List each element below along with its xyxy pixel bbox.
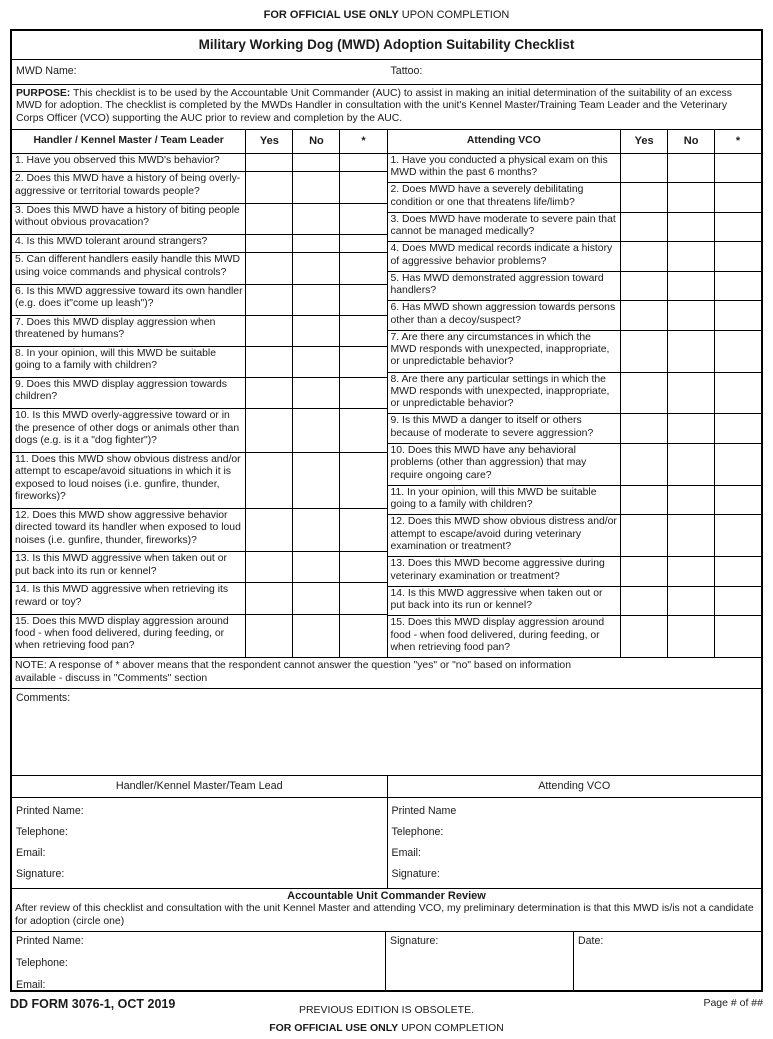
classification-rest-text: UPON COMPLETION [401,9,510,21]
yes-answer-cell[interactable] [245,378,292,408]
yes-answer-cell[interactable] [620,272,667,301]
star-answer-cell[interactable] [339,172,386,202]
signature-field-line[interactable] [16,847,383,868]
signature-field-line[interactable] [16,805,383,826]
star-answer-cell[interactable] [339,253,386,283]
question-row [12,253,387,284]
yes-answer-cell[interactable] [620,154,667,183]
question-text: 2. Does this MWD have a history of being overly-aggressive or territorial towards people? [15,173,241,197]
yes-answer-cell[interactable] [245,172,292,202]
purpose-paragraph [12,85,761,130]
comments-label: Comments: [16,692,71,705]
star-answer-cell[interactable] [714,616,761,657]
vco-signature-header: Attending VCO [387,776,762,797]
field-label: Printed Name: [16,935,84,948]
classification-bold-text: FOR OFFICIAL USE ONLY [269,1022,399,1035]
auc-review-text-line-2: for adoption (circle one) [15,916,125,928]
question-text: 11. Does this MWD show obvious distress and/or attempt to escape/avoid situations in which it is exposed to loud noises (i.e. gunfire, thunder, fireworks)? [15,453,241,502]
no-answer-cell[interactable] [667,515,714,556]
no-answer-cell[interactable] [667,301,714,330]
field-label: Telephone: [391,826,444,839]
field-label: Signature: [16,868,65,881]
star-answer-cell[interactable] [714,272,761,301]
purpose-text: This checklist is to be used by the Accountable Unit Commander (AUC) to assist in making an initial determination of the suitability of an excess MWD for adoption. The checklist is completed by the MWDs Handler in consultation with the unit's Kennel Master/Training Team Leader and the Veterinary Corps Officer (VCO) supporting the AUC prior to review and completion by the AUC. [16,88,732,124]
star-answer-cell[interactable] [339,583,386,613]
no-answer-cell[interactable] [667,414,714,443]
question-text: 11. In your opinion, will this MWD be suitable going to a family with children? [390,486,597,511]
question-row [388,183,762,213]
question-row [388,331,762,373]
question-row [388,486,762,516]
no-answer-cell[interactable] [292,253,339,283]
question-row [388,213,762,243]
auc-review-text [12,902,761,928]
yes-answer-cell[interactable] [245,253,292,283]
star-answer-cell[interactable] [714,444,761,485]
no-answer-cell[interactable] [292,552,339,582]
no-answer-cell[interactable] [667,213,714,242]
question-row [12,235,387,254]
no-answer-cell[interactable] [292,347,339,377]
page-number: Page # of ## [703,997,763,1010]
yes-answer-cell[interactable] [245,615,292,658]
yes-answer-cell[interactable] [245,235,292,253]
no-answer-cell[interactable] [292,509,339,552]
no-column-header: No [667,130,714,152]
mwd-name-label: MWD Name: [16,65,77,77]
field-label: Signature: [391,868,440,881]
auc-field-line[interactable] [16,957,381,979]
note-paragraph [12,658,761,689]
question-row [388,515,762,557]
yes-answer-cell[interactable] [620,301,667,330]
yes-answer-cell[interactable] [245,453,292,508]
note-line-1: NOTE: A response of * abover means that the respondent cannot answer the question "yes" or "no" based on information [15,660,571,672]
question-text: 6. Has MWD shown aggression towards persons other than a decoy/suspect? [390,302,616,326]
signature-section-header [12,776,761,798]
auc-signature-field[interactable] [385,932,573,990]
no-answer-cell[interactable] [667,444,714,485]
handler-question-rows [12,154,387,659]
yes-answer-cell[interactable] [620,183,667,212]
vco-signature-fields [387,798,762,888]
question-text: 8. In your opinion, will this MWD be suitable going to a family with children? [15,347,216,372]
handler-signature-fields [12,798,387,888]
star-column-header: * [714,130,761,152]
handler-column-header: Handler / Kennel Master / Team Leader [33,135,224,147]
star-answer-cell[interactable] [339,285,386,315]
no-answer-cell[interactable] [292,378,339,408]
question-row [12,615,387,659]
signature-field-line[interactable] [16,868,383,882]
yes-answer-cell[interactable] [620,557,667,586]
question-text: 15. Does this MWD display aggression around food - when food delivered, during feeding, or when retrieving food pan? [15,615,229,652]
no-answer-cell[interactable] [667,616,714,657]
no-answer-cell[interactable] [667,183,714,212]
question-row [12,347,387,378]
question-text: 10. Does this MWD have any behavioral problems (other than aggression) that may require ongoing care? [390,444,587,481]
auc-review-text-line-1: After review of this checklist and consultation with the unit Kennel Master and attending VCO, my preliminary determination is that this MWD is/is not a candidate [15,903,754,915]
star-answer-cell[interactable] [339,453,386,508]
yes-answer-cell[interactable] [245,509,292,552]
yes-answer-cell[interactable] [620,486,667,515]
question-text: 13. Is this MWD aggressive when taken out or put back into its run or kennel? [15,553,227,577]
question-text: 12. Does this MWD show aggressive behavior directed toward its handler when exposed to loud noises (i.e. gunfire, thunder, fireworks)? [15,509,241,546]
yes-answer-cell[interactable] [245,285,292,315]
no-answer-cell[interactable] [292,453,339,508]
tattoo-field[interactable] [387,65,762,77]
yes-answer-cell[interactable] [620,616,667,657]
star-answer-cell[interactable] [714,486,761,515]
star-answer-cell[interactable] [714,331,761,372]
star-answer-cell[interactable] [714,183,761,212]
no-answer-cell[interactable] [292,172,339,202]
question-text: 15. Does this MWD display aggression around food - when food delivered, during feeding, or when retrieving food pan? [390,617,605,654]
question-text: 7. Does this MWD display aggression when threatened by humans? [15,316,216,341]
vco-column-header: Attending VCO [466,135,541,147]
question-row [12,316,387,347]
yes-answer-cell[interactable] [245,409,292,452]
classification-rest-text: UPON COMPLETION [401,1022,504,1035]
star-answer-cell[interactable] [714,557,761,586]
star-answer-cell[interactable] [714,373,761,414]
question-text: 5. Has MWD demonstrated aggression toward handlers? [390,272,604,297]
yes-answer-cell[interactable] [245,154,292,172]
star-answer-cell[interactable] [339,509,386,552]
auc-signature-label: Signature: [390,935,439,948]
field-label: Email: [391,847,421,860]
auc-field-line[interactable] [16,935,381,957]
no-column-header: No [292,130,339,152]
auc-signature-row [12,932,761,990]
field-label: Email: [16,847,46,860]
yes-answer-cell[interactable] [620,444,667,485]
yes-answer-cell[interactable] [620,213,667,242]
yes-column-header: Yes [245,130,292,152]
star-answer-cell[interactable] [339,316,386,346]
no-answer-cell[interactable] [667,331,714,372]
checklist-table [12,130,761,658]
question-row [12,509,387,553]
yes-answer-cell[interactable] [620,587,667,616]
no-answer-cell[interactable] [292,235,339,253]
signature-block [12,798,761,889]
field-label: Telephone: [16,957,68,970]
star-answer-cell[interactable] [339,552,386,582]
no-answer-cell[interactable] [667,154,714,183]
question-row [12,552,387,583]
question-text: 1. Have you observed this MWD's behavior? [15,154,220,166]
yes-answer-cell[interactable] [620,414,667,443]
form-footer [10,995,763,1039]
no-answer-cell[interactable] [667,373,714,414]
question-row [12,154,387,173]
no-answer-cell[interactable] [667,486,714,515]
question-text: 13. Does this MWD become aggressive during veterinary examination or treatment? [390,558,605,582]
question-text: 9. Does this MWD display aggression towards children? [15,379,227,403]
question-text: 3. Does MWD have moderate to severe pain that cannot be managed medically? [390,213,616,238]
star-answer-cell[interactable] [339,347,386,377]
yes-answer-cell[interactable] [620,331,667,372]
auc-date-field[interactable] [573,932,761,990]
question-row [12,378,387,409]
question-row [12,172,387,203]
star-answer-cell[interactable] [339,409,386,452]
star-answer-cell[interactable] [714,213,761,242]
handler-checklist-column [12,130,387,658]
question-text: 4. Is this MWD tolerant around strangers? [15,235,208,247]
handler-header-row [12,130,387,153]
no-answer-cell[interactable] [292,583,339,613]
star-answer-cell[interactable] [339,235,386,253]
no-answer-cell[interactable] [292,615,339,658]
star-answer-cell[interactable] [714,154,761,183]
field-label: Printed Name [391,805,457,818]
yes-answer-cell[interactable] [245,316,292,346]
question-row [388,557,762,587]
star-answer-cell[interactable] [339,378,386,408]
star-answer-cell[interactable] [714,515,761,556]
question-text: 5. Can different handlers easily handle this MWD using voice commands and physical controls? [15,254,241,278]
yes-column-header: Yes [620,130,667,152]
signature-field-line[interactable] [392,805,758,826]
no-answer-cell[interactable] [292,316,339,346]
form-number: DD FORM 3076-1, OCT 2019 [10,997,176,1012]
signature-field-line[interactable] [392,826,758,847]
yes-answer-cell[interactable] [245,347,292,377]
yes-answer-cell[interactable] [245,204,292,234]
question-row [12,204,387,235]
question-row [12,583,387,614]
question-text: 4. Does MWD medical records indicate a history of aggressive behavior problems? [390,243,613,267]
name-tattoo-row [12,60,761,85]
classification-banner-top [0,0,773,29]
auc-contact-fields [12,932,385,990]
question-text: 6. Is this MWD aggressive toward its own handler (e.g. does it"come up leash")? [15,285,243,309]
question-row [388,616,762,658]
question-row [388,587,762,617]
mwd-name-field[interactable] [12,65,387,77]
comments-area[interactable] [12,689,761,776]
question-text: 12. Does this MWD show obvious distress and/or attempt to escape/avoid during veterinary examination or treatment? [390,516,617,553]
auc-date-label: Date: [577,935,604,948]
note-line-2: available - discuss in "Comments" section [15,673,208,685]
question-row [388,154,762,184]
star-answer-cell[interactable] [714,301,761,330]
no-answer-cell[interactable] [667,587,714,616]
star-answer-cell[interactable] [714,414,761,443]
no-answer-cell[interactable] [292,409,339,452]
yes-answer-cell[interactable] [620,373,667,414]
tattoo-label: Tattoo: [390,65,423,77]
star-answer-cell[interactable] [339,204,386,234]
classification-banner-bottom [10,1022,763,1034]
yes-answer-cell[interactable] [620,242,667,271]
previous-edition-note: PREVIOUS EDITION IS OBSOLETE. [298,1004,475,1017]
question-row [388,414,762,444]
star-column-header: * [339,130,386,152]
form-title: Military Working Dog (MWD) Adoption Suitability Checklist [12,31,761,60]
vco-question-rows [388,154,762,659]
question-text: 2. Does MWD have a severely debilitating condition or one that threatens life/limb? [390,184,584,208]
no-answer-cell[interactable] [292,154,339,172]
question-text: 1. Have you conducted a physical exam on this MWD within the past 6 months? [390,154,608,179]
signature-field-line[interactable] [392,868,758,882]
question-text: 3. Does this MWD have a history of biting people without obvious provacation? [15,204,240,228]
question-row [388,242,762,272]
yes-answer-cell[interactable] [245,552,292,582]
question-text: 9. Is this MWD a danger to itself or others because of moderate to severe aggression? [390,415,594,439]
star-answer-cell[interactable] [714,242,761,271]
question-text: 14. Is this MWD aggressive when retrieving its reward or toy? [15,584,229,608]
auc-review-section [12,889,761,932]
no-answer-cell[interactable] [667,272,714,301]
handler-signature-header: Handler/Kennel Master/Team Lead [115,780,283,793]
star-answer-cell[interactable] [339,615,386,658]
signature-field-line[interactable] [16,826,383,847]
no-answer-cell[interactable] [292,204,339,234]
star-answer-cell[interactable] [339,154,386,172]
mwd-checklist-form [10,29,763,992]
question-row [388,444,762,486]
purpose-label: PURPOSE: [16,88,71,99]
question-row [388,301,762,331]
question-row [12,453,387,509]
no-answer-cell[interactable] [292,285,339,315]
field-label: Email: [16,979,46,992]
question-row [388,272,762,302]
field-label: Telephone: [16,826,68,839]
signature-field-line[interactable] [392,847,758,868]
star-answer-cell[interactable] [714,587,761,616]
no-answer-cell[interactable] [667,557,714,586]
question-text: 7. Are there any circumstances in which the MWD responds with unexpected, inappropriate, or unpredictable behavior? [390,331,610,368]
question-row [12,409,387,453]
question-row [388,373,762,415]
auc-review-title: Accountable Unit Commander Review [287,890,486,903]
question-text: 10. Is this MWD overly-aggressive toward or in the presence of other dogs or animals other than dogs (e.g. is it a "dog fighter")? [15,410,240,447]
vco-header-row [388,130,762,153]
yes-answer-cell[interactable] [245,583,292,613]
question-text: 14. Is this MWD aggressive when taken out or put back into its run or kennel? [390,587,603,612]
field-label: Printed Name: [16,805,84,818]
vco-checklist-column [387,130,762,658]
classification-bold-text: FOR OFFICIAL USE ONLY [263,9,399,21]
question-row [12,285,387,316]
yes-answer-cell[interactable] [620,515,667,556]
question-text: 8. Are there any particular settings in which the MWD responds with unexpected, inappropriate, or unpredictable behavior? [390,373,610,410]
no-answer-cell[interactable] [667,242,714,271]
